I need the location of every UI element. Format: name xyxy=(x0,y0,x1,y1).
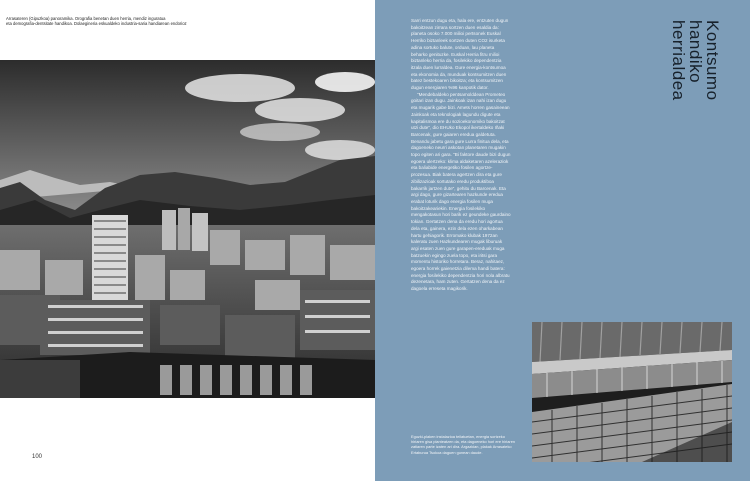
caption-line-2: eta demografia-dentsitate handikoa. Dolaegineria eskualdeko industria-saria handiarean endorioz xyxy=(6,21,187,27)
title-line: Kontsumo xyxy=(703,20,722,101)
article-paragraph: Sarri entzun dugu eta, hala ere, entzuten dugun bakoitzean zirrara sortzen duen esaldia da: planeta osoko 7.000 milioi pertsonek Euskal Herriko biztanleek sortzen duten CO2 isurketa adina sortuko balute, orduan, lau planeta beharko genituzke. Euskal Herria fitru milioi biztanleko herria da, fosilekiko dependentzia itzala duen lurraldea. Gure energia-kontsumoa eta ekonomia da, munduak kontsumitzen duen batez bestekoaren bikoitza; eta kontsumitzen dugun energiaren %96 kanpotik dator. xyxy=(411,18,509,91)
title-line: handiko xyxy=(686,20,705,84)
article-paragraph: "Mendebaldeko pentsamolddean Prometeo goitari izan dugu. Jainkoak izan nahi izan dugu eta mugarik gabe bizi. Amets horren gasaineean Jainkoak eta teknologiak lagundu digute eta kapitalismoa ere du sozioekonomiko bakoitzat utzi dute", dio EHUko Ekopol ikertaldeko Iñaki Barcenak, gure gaiaren eredua galdetuta. Benandu jabetu gara gure Lurra finitua dela, eta dagoeneko neurri askotan planetaren mugakin topo egiten ari gara. "Bi faktore daude bizi dugun egoera ulertzeko: klima aldaketaren azeleraziok eta baliabide energetiko fosilen agortze-prozesua. Biak batera agertzen dira eta gure zibilizazioak sortutako eredu produktiboa bakarrik jartzen dute", gehitu du Barcenak. Eta argi dago, gure gizartearen hazkunde eredua erabat loturik dago energia fosilen muga bakoitzakeariekin. Energia fosilekiko mengakotasun hori barik ez geundeke gaurdaino tokian. Gertatzen dena da eredu hori agortua dela eta, gainera, ezin dela ezen oharkabean hartu gehiagorik. Erromako klubak 1972an kaleratu zuen Hazkundearen mugak liburuak argi esaten zuen gure garapen-ereduak muga batzuekin egingo zuela topo, eta iritsi gara momentu historiko horretara. Beraz, nahitaez, egoera horrek gaienetzia dilema handi batera: energia fosilekiko dependentzia hori nola albratu dezenetara, ham zuten. Gertatzen dena da ez dagoela erreseta magikorik. xyxy=(411,91,511,292)
photo-caption xyxy=(6,16,246,27)
page-number: 100 xyxy=(32,454,43,460)
article-body xyxy=(411,18,511,293)
town-panorama-photo xyxy=(0,60,375,398)
caption-line-1: Arrasateren (Gipuzkoa) panoramika. Orografia benetan duen herria, mendiz inguratua xyxy=(6,16,166,21)
solar-photo-caption: Eguzki-plaken instalazioa teilatuetan, energia sortzeko hiriaren gisa planteatzen da, eta dagoeneko hori ere hiriaren zatiaren parte izaten ari dira. Argazkian, plakak Arrasateko Ertaburua Tsokoa daguen gunean daude. xyxy=(411,434,516,455)
title-line: herrialdea xyxy=(669,20,688,101)
solar-panels-photo xyxy=(532,322,732,462)
article-title xyxy=(670,20,721,200)
right-page xyxy=(375,0,750,481)
